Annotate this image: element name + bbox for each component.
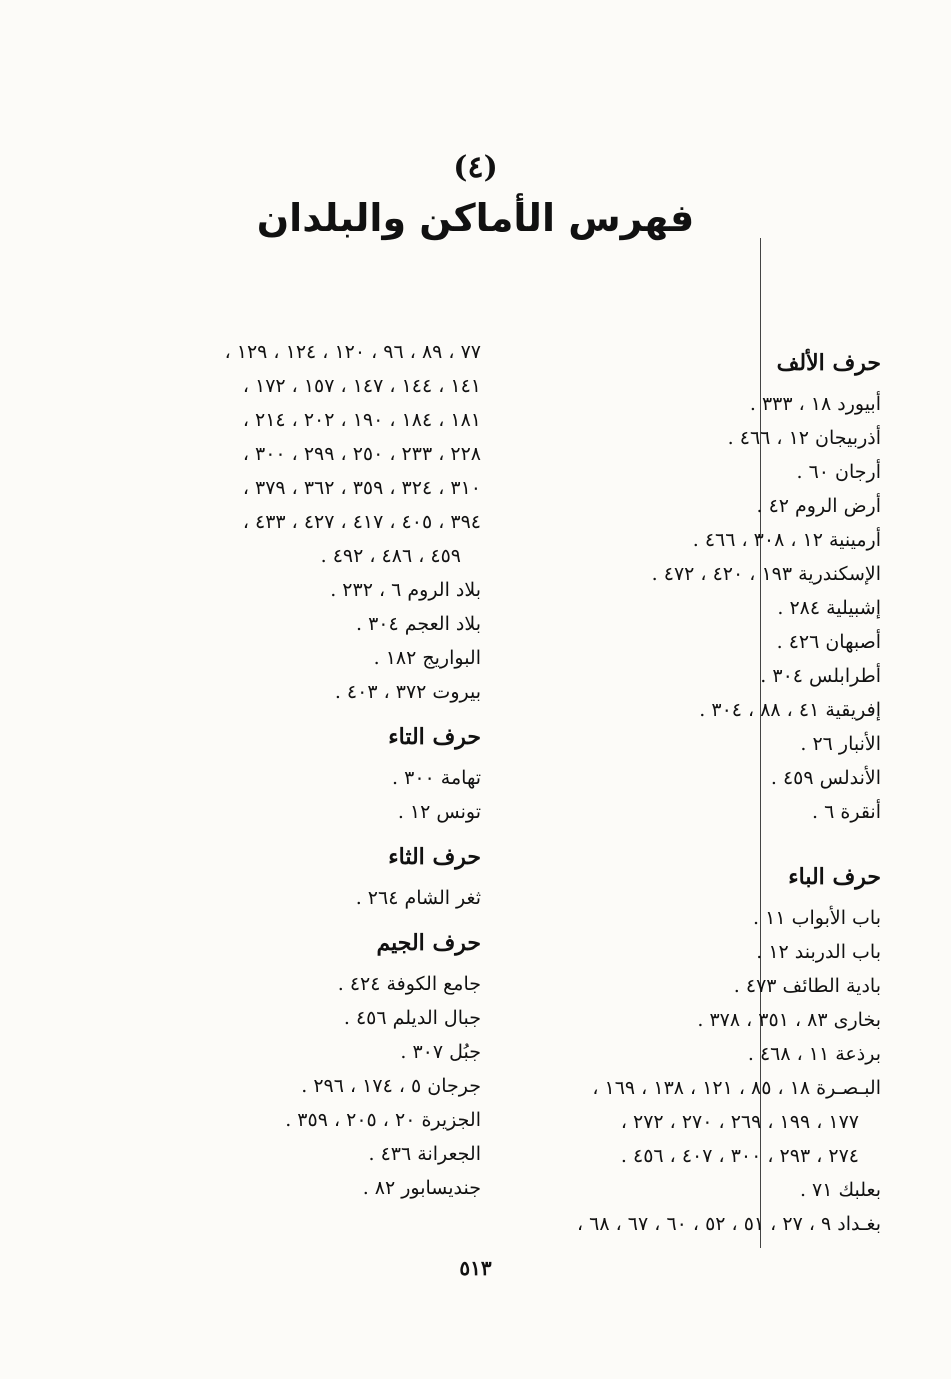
entry-ba: البـصـرة ١٨ ، ٨٥ ، ١٢١ ، ١٣٨ ، ١٦٩ ،: [592, 1077, 881, 1099]
entry-alif: أنقرة ٦ .: [812, 801, 881, 823]
heading-alif: حرف الألف: [776, 350, 881, 376]
baghdad-continuation: ٣٩٤ ، ٤٠٥ ، ٤١٧ ، ٤٢٧ ، ٤٣٣ ،: [242, 511, 481, 533]
entry-alif: الإسكندرية ١٩٣ ، ٤٢٠ ، ٤٧٢ .: [651, 563, 881, 585]
baghdad-continuation: ١٨١ ، ١٨٤ ، ١٩٠ ، ٢٠٢ ، ٢١٤ ،: [242, 409, 481, 431]
heading-tha: حرف الثاء: [388, 844, 481, 870]
entry-ba: بعلبك ٧١ .: [799, 1179, 881, 1201]
entry-ba-continuation: ٢٧٤ ، ٢٩٣ ، ٣٠٠ ، ٤٠٧ ، ٤٥٦ .: [620, 1145, 859, 1167]
entry-ba: بغـداد ٩ ، ٢٧ ، ٥١ ، ٥٢ ، ٦٠ ، ٦٧ ، ٦٨ ،: [576, 1213, 881, 1235]
entry-alif: أصبهان ٤٢٦ .: [776, 631, 881, 653]
baghdad-continuation: ٣١٠ ، ٣٢٤ ، ٣٥٩ ، ٣٦٢ ، ٣٧٩ ،: [242, 477, 481, 499]
entry-ba: بيروت ٣٧٢ ، ٤٠٣ .: [334, 681, 481, 703]
entry-ta: تهامة ٣٠٠ .: [392, 767, 481, 789]
entry-jim: الجعرانة ٤٣٦ .: [368, 1143, 481, 1165]
heading-jim: حرف الجيم: [376, 930, 481, 956]
heading-ba: حرف الباء: [788, 864, 881, 890]
page-title: فهرس الأماكن والبلدان: [256, 196, 695, 240]
entry-alif: أطرابلس ٣٠٤ .: [760, 665, 881, 687]
entry-ba: بخارى ٨٣ ، ٣٥١ ، ٣٧٨ .: [697, 1009, 881, 1031]
left-column: [121, 335, 481, 1205]
section-number: (٤): [453, 150, 498, 185]
entry-ba: بلاد الروم ٦ ، ٢٣٢ .: [330, 579, 481, 601]
entry-jim: جبُل ٣٠٧ .: [400, 1041, 481, 1063]
entry-jim: جنديسابور ٨٢ .: [362, 1177, 481, 1199]
entry-ba: باب الدربند ١٢ .: [756, 941, 881, 963]
entry-jim: الجزيرة ٢٠ ، ٢٠٥ ، ٣٥٩ .: [285, 1109, 481, 1131]
entry-alif: أرض الروم ٤٢ .: [756, 495, 881, 517]
entry-ta: تونس ١٢ .: [397, 801, 481, 823]
page-number: ٥١٣: [459, 1256, 492, 1280]
right-column: [481, 335, 881, 1241]
baghdad-continuation: ٢٢٨ ، ٢٣٣ ، ٢٥٠ ، ٢٩٩ ، ٣٠٠ ،: [242, 443, 481, 465]
entry-alif: أذربيجان ١٢ ، ٤٦٦ .: [727, 427, 881, 449]
entry-alif: أرجان ٦٠ .: [796, 461, 881, 483]
baghdad-continuation: ٧٧ ، ٨٩ ، ٩٦ ، ١٢٠ ، ١٢٤ ، ١٢٩ ،: [224, 341, 481, 363]
entry-alif: إشبيلية ٢٨٤ .: [777, 597, 881, 619]
entry-ba-continuation: ١٧٧ ، ١٩٩ ، ٢٦٩ ، ٢٧٠ ، ٢٧٢ ،: [620, 1111, 859, 1133]
entry-alif: إفريقية ٤١ ، ٨٨ ، ٣٠٤ .: [699, 699, 881, 721]
baghdad-continuation: ٤٥٩ ، ٤٨٦ ، ٤٩٢ .: [320, 545, 461, 567]
entry-jim: جبال الديلم ٤٥٦ .: [343, 1007, 481, 1029]
entry-ba: البواريج ١٨٢ .: [373, 647, 481, 669]
entry-ba: برذعة ١١ ، ٤٦٨ .: [747, 1043, 881, 1065]
entry-alif: أبيورد ١٨ ، ٣٣٣ .: [749, 393, 881, 415]
entry-jim: جرجان ٥ ، ١٧٤ ، ٢٩٦ .: [301, 1075, 481, 1097]
entry-jim: جامع الكوفة ٤٢٤ .: [337, 973, 481, 995]
entry-alif: الأندلس ٤٥٩ .: [770, 767, 881, 789]
entry-ba: بادية الطائف ٤٧٣ .: [733, 975, 881, 997]
baghdad-continuation: ١٤١ ، ١٤٤ ، ١٤٧ ، ١٥٧ ، ١٧٢ ،: [242, 375, 481, 397]
heading-ta: حرف التاء: [388, 724, 481, 750]
entry-alif: الأنبار ٢٦ .: [800, 733, 881, 755]
entry-ba: بلاد العجم ٣٠٤ .: [355, 613, 481, 635]
entry-alif: أرمينية ١٢ ، ٣٠٨ ، ٤٦٦ .: [692, 529, 881, 551]
entry-tha: ثغر الشام ٢٦٤ .: [355, 887, 481, 909]
entry-ba: باب الأبواب ١١ .: [753, 907, 881, 929]
